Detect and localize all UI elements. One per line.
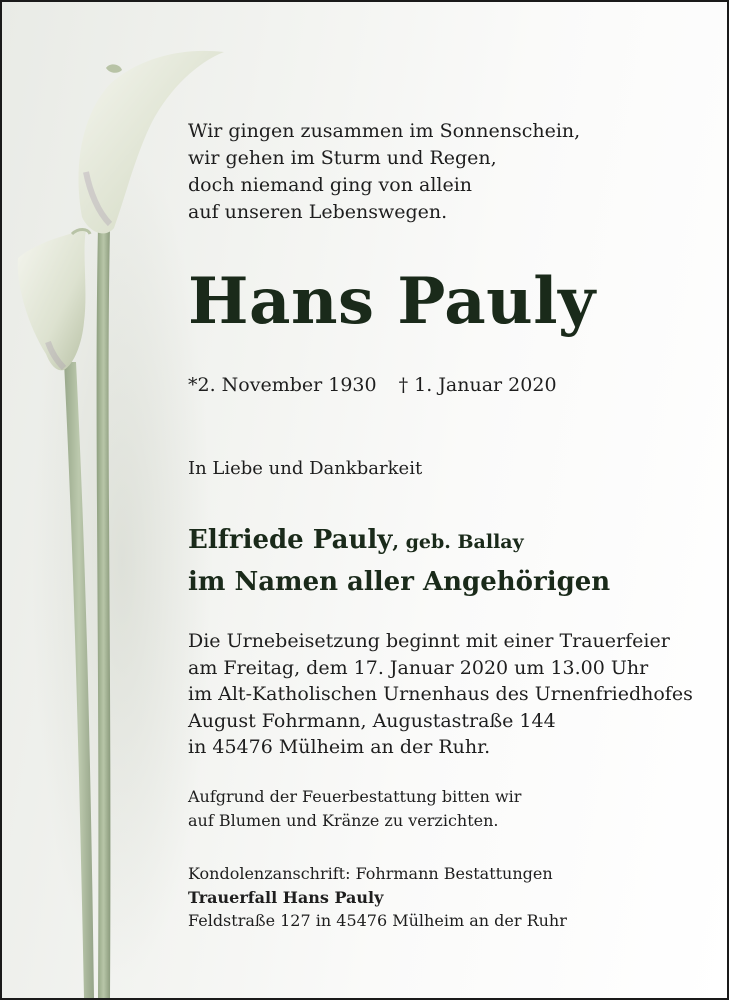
maiden-name: , geb. Ballay (392, 531, 524, 553)
note-line: Aufgrund der Feuerbestattung bitten wir (188, 787, 522, 806)
poem-line: auf unseren Lebenswegen. (188, 201, 448, 223)
death-date: † 1. Januar 2020 (398, 374, 557, 396)
poem (188, 118, 580, 226)
poem-line: Wir gingen zusammen im Sonnenschein, (188, 120, 581, 142)
family-name: Elfriede Pauly (188, 525, 393, 555)
life-dates (188, 374, 557, 396)
dedication: In Liebe und Dankbarkeit (188, 458, 423, 479)
poem-line: wir gehen im Sturm und Regen, (188, 147, 497, 169)
ceremony-line: am Freitag, dem 17. Januar 2020 um 13.00 Uhr (188, 656, 649, 679)
flowers-note (188, 785, 521, 832)
family-signature (188, 520, 610, 602)
ceremony-line: im Alt-Katholischen Urnenhaus des Urnenfriedhofes (188, 683, 693, 705)
condolence-address (188, 862, 567, 933)
poem-line: doch niemand ging von allein (188, 174, 473, 196)
condolence-street: Feldstraße 127 in 45476 Mülheim an der Ruhr (188, 911, 567, 930)
note-line: auf Blumen und Kränze zu verzichten. (188, 810, 499, 830)
ceremony-line: Die Urnebeisetzung beginnt mit einer Trauerfeier (188, 630, 670, 652)
family-line: im Namen aller Angehörigen (188, 567, 611, 597)
birth-date: *2. November 1930 (188, 374, 377, 396)
condolence-line: Kondolenzanschrift: Fohrmann Bestattungen (188, 864, 553, 883)
ceremony-line: August Fohrmann, Augustastraße 144 (188, 709, 556, 732)
ceremony-details (188, 628, 693, 761)
ceremony-line: in 45476 Mülheim an der Ruhr. (188, 736, 491, 758)
deceased-name: Hans Pauly (188, 264, 596, 339)
condolence-recipient: Trauerfall Hans Pauly (188, 887, 384, 907)
